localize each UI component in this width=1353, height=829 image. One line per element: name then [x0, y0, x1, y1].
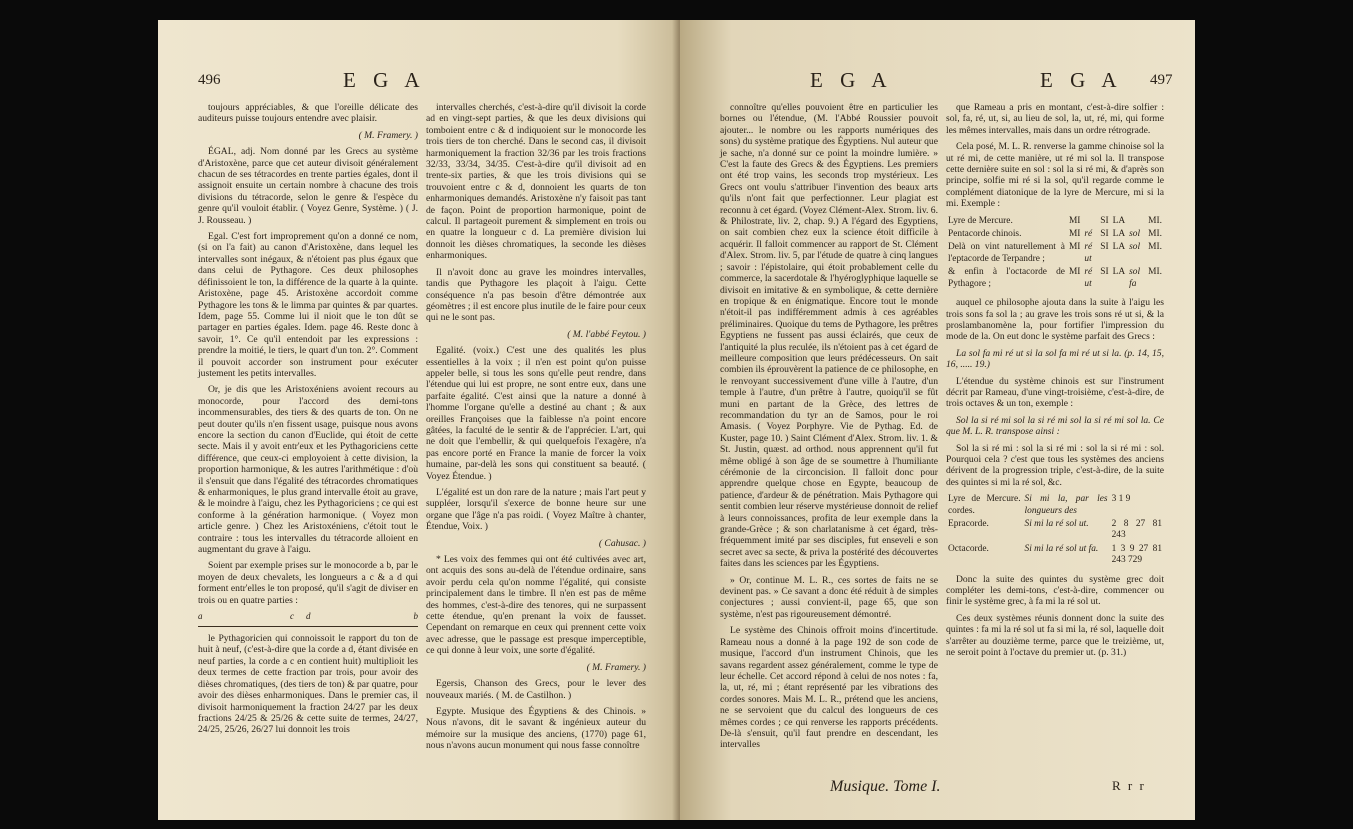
paragraph: Soient par exemple prises sur le monocorde a b, par le moyen de deux chevalets, les longueurs a c & a d qui forment entr'elles le ton proposé, qu'il s'agit de diviser en trois ou en quatre parties :	[198, 560, 418, 606]
signature-mark: R r r	[1112, 778, 1146, 793]
paragraph: Le système des Chinois offroit moins d'incertitude. Rameau nous a donné à la page 192 de son code de musique, l'accord d'un instrument Chinois, que les savans regardent assez généralement, comme le type de leur échelle. Cet accord répond à celui de nos notes : fa, la, ut, ré, mi ; étant représenté par les vibrations des cordes sonores. Mais M. L. R., prétend que les anciens, ne se servoient que du calcul des longueurs de ces mêmes cordes ; ce qui renverse les rapports précédents. De-là s'ensuit, qu'il faut prendre en descendant, les intervalles	[720, 625, 938, 751]
page-number-right: 497	[1150, 72, 1173, 88]
table-cell: SI	[1100, 229, 1109, 240]
table-cell: MI.	[1148, 267, 1162, 278]
entry-egypte: Egypte. Musique des Égyptiens & des Chinois. » Nous n'avons, dit le savant & ingénieux auteur du mémoire sur la musique des anciens, (1770) page 61, nous n'avons aucun monument qui nous fasse connoître	[426, 705, 646, 752]
paragraph: toujours appréciables, & que l'oreille délicate des auditeurs puisse toujours entendre avec plaisir.	[198, 102, 418, 125]
scale-line: Sol la si ré mi sol la si ré mi sol la si ré mi sol la. Ce que M. L. R. transpose ainsi :	[946, 414, 1164, 438]
paragraph: intervalles cherchés, c'est-à-dire qu'il divisoit la corde ad en vingt-sept parties, & que les deux divisions qui tomboient entre c & d indiquoient sur le monocorde les trois tiers de ton cherché. Dans le second cas, il divisoit harmoniquement la fraction 32/36 par les trois fractions 32/33, 33/34, 34/35. C'est-à-dire qu'il divisoit ad en trente-six parties, & que les trois divisions qui se trouvoient entre c & d, donnoient les quarts de ton enharmoniques demandés. Aristoxène n'y faisoit pas tant de façon. Point de proportion harmonique, point de calcul. Il partageoit purement & simplement en trois ou en quatre la longueur c d. La première division lui donnoit les dièses chromatiques, la seconde les dièses enharmoniques.	[426, 102, 646, 262]
table-cell: Si mi la ré sol ut fa.	[1024, 543, 1099, 554]
paragraph: Cela posé, M. L. R. renverse la gamme chinoise sol la ut ré mi, de cette manière, ut ré mi sol la. Il transpose cette dernière suite en sol : sol la si ré mi, & d'après son principe, solfie mi ré si la sol, qu'il regarde comme le complément diatonique de la lyre de Mercure, mi si la mi. Exemple :	[946, 141, 1164, 210]
table-cell: SI	[1100, 267, 1109, 278]
paragraph: L'égalité est un don rare de la nature ; mais l'art peut y suppléer, lorsqu'il s'exerce de bonne heure sur une organe que l'âge n'a pas roidi. ( Voyez Maître à chanter, Étendue, Voix. )	[426, 487, 646, 533]
table-cell: Lyre de Mercure. cordes.	[948, 494, 1021, 516]
table-cell: SI	[1100, 242, 1109, 253]
table-cell: sol	[1129, 242, 1141, 253]
entry-egal: ÉGAL, adj. Nom donné par les Grecs au système d'Aristoxène, parce que cet auteur divisoit généralement chacun de ses tétracordes en trente parties égales, dont il assignoit ensuite un certain nombre à chacune des trois divisions du tétracorde, selon le genre & l'espèce du genre qu'il vouloit établir. ( Voyez Genre, Système. ) ( J. J. Rousseau. )	[198, 146, 418, 226]
table-cell: LA	[1112, 267, 1126, 278]
table-cell: MI.	[1148, 229, 1162, 240]
table-cell: MI	[1068, 215, 1081, 226]
table-cell: Octacorde.	[948, 543, 989, 554]
footer-volume-title: Musique. Tome I.	[830, 778, 941, 795]
table-cell: ré	[1084, 229, 1093, 240]
table-cell: sol fa	[1129, 267, 1141, 289]
table-cell: sol	[1129, 229, 1141, 240]
table-cell: MI.	[1148, 242, 1162, 253]
page-number-left: 496	[198, 72, 221, 88]
attribution: ( Cahusac. )	[598, 537, 646, 549]
paragraph: auquel ce philosophe ajouta dans la suite à l'aigu les trois sons fa sol la ; au grave les trois sons ré ut si, & la proslambanomène la, pour fortifier l'impression du mode de la. On eut donc le système parfait des Grecs :	[946, 297, 1164, 343]
attribution: ( M. Framery. )	[586, 661, 646, 673]
paragraph: * Les voix des femmes qui ont été cultivées avec art, ont acquis des sons au-delà de l'étendue ordinaire, sans avoir perdu cela qu'on nomme l'égalité, qui consiste principalement dans le timbre. Il n'en est pas de même des hommes, c'est-à-dire des tenores, qui ne surpassent cette étendue, qu'en prenant la voix de fausset. Cependant on remarque en ceux qui prennent cette voix avec adresse, que le passage est presque imperceptible, ce qui donne à leur voix, une sorte d'égalité.	[426, 554, 646, 657]
left-column-2	[426, 102, 646, 757]
table-cell: LA	[1112, 215, 1126, 226]
right-column-2	[946, 102, 1164, 663]
monocord-figure	[198, 611, 418, 627]
paragraph: Sol la si ré mi : sol la si ré mi : sol la si ré mi : sol. Pourquoi cela ? c'est que tous les systèmes des anciens dérivent de la progression triple, c'est-à-dire, de la suite des quintes si mi la ré sol, &c.	[946, 442, 1164, 488]
table-row	[946, 518, 1164, 543]
lyre-table	[946, 215, 1164, 291]
cords-table	[946, 493, 1164, 567]
table-cell: LA	[1112, 242, 1126, 253]
table-cell: 3 1 9	[1111, 494, 1131, 505]
table-cell: 1 3 9 27 81 243 729	[1111, 543, 1162, 566]
table-cell: Epracorde.	[948, 519, 989, 529]
table-cell: Pentacorde chinois.	[948, 229, 1022, 240]
right-page	[680, 20, 1195, 820]
table-cell: MI	[1068, 229, 1081, 240]
paragraph: L'étendue du système chinois est sur l'instrument décrit par Rameau, d'une vingt-troisième, c'est-à-dire, de trois octaves & un ton, exemple :	[946, 375, 1164, 410]
table-cell: Si mi la ré sol ut.	[1024, 519, 1089, 529]
attribution: ( M. l'abbé Feytou. )	[567, 328, 646, 340]
table-row	[946, 266, 1164, 291]
table-cell: & enfin à l'octacorde de Pythagore ;	[948, 267, 1065, 289]
table-cell: 2 8 27 81 243	[1111, 519, 1162, 541]
paragraph: Or, je dis que les Aristoxéniens avoient recours au monocorde, pour l'accord des demi-tons incommensurables, des tiers & des quarts de ton. On ne peut douter qu'ils n'en fissent usage, puisque nous avons encore la section du canon d'Euclide, qui étoit de cette secte. Mais il y avoit entr'eux et les Pythagoriciens cette différence, que ceux-ci employoient à cette division, la proportion harmonique, & les autres l'arithmétique : d'où il s'ensuit que dans l'égalité des tétracordes chromatiques & enharmoniques, le plus grand intervalle étoit au grave, & le moindre à l'aigu, chez les Pythagoriciens ; ce qui est conforme à la génération harmonique. ( Voyez mon article genre. ) Chez les Aristoxéniens, c'étoit tout le contraire : tous les intervalles du tétracorde alloient en augmentant du grave à l'aigu.	[198, 384, 418, 556]
table-row	[946, 543, 1164, 568]
paragraph: connoître qu'elles pouvoient être en particulier les bornes ou l'étendue, (M. l'Abbé Roussier pouvoit ajouter... le nombre ou les rapports numériques des sons) du système pratique des Égyptiens. Nul auteur que je sache, n'a donné sur ce point la moindre lumière. » C'est la faute des Grecs & des Égyptiens. Les premiers ont été trop vains, les seconds trop mystérieux. Les Grecs ont voulu s'attribuer l'invention des beaux arts qu'ils n'ont fait que perfectionner. Leur plagiat est reconnu à cet égard. (Voyez Clément-Alex. Strom. liv. 6. & Philostrate, liv. 2, chap. 9.) A l'égard des Egyptiens, on sait combien chez eux la science étoit difficile à acquérir. Il falloit commencer au rapport de St. Clément d'Alex. Strom. liv. 5, par l'étude de quatre à cinq langues ; savoir : l'épistolaire, qui étoit probablement celle du commerce, la sacerdotale & l'hyéroglyphique laquelle se divisoit en imitative & en symbolique, & cette dernière en tropique & en énigmatique. Encore tout le monde n'étoit-il pas indifféremment admis à ces agréables préliminaires. Quoique du tems de Pythagore, les prêtres Egyptiens ne fussent pas aussi éclairés, que ceux de l'antiquité la plus reculée, ils n'étoient pas à cet égard de meilleure composition que leurs prédécesseurs. On sait combien ils éprouvèrent la patience de ce philosophe, en le renvoyant successivement d'une ville à l'autre, d'un temple à l'autre, d'un prêtre à l'autre, quoiqu'il se fût muni en partant de la Grèce, des lettres de recommandation du tyr an de Samos, pour le roi Amasis. ( Voyez Porphyre. Vie de Pythag. Ed. de Kuster, page 10. ) Saint Clément d'Alex. Strom. liv. 1. & St. Justin, quæst. ad orthod. nous apprennent qu'il fut même obligé à son âge de se soumettre à l'humiliante cérémonie de la circoncision. Il falloit donc pour apprendre quelque chose en Egypte, beaucoup de patience, d'ardeur & de pénétration. Mais Pythagore qui sentit combien leur réserve mystérieuse donnoit de relief à leurs connoissances, profita de leur exemple dans la grande-Grèce ; & son charlatanisme à cet égard, très-fréquemment imité par ses disciples, fut enseveli e son secret avec sa secte, & priva la postérité des découvertes faites dans les sciences par les Égyptiens.	[720, 102, 938, 570]
table-cell: Delà on vint naturellement à l'eptacorde de Terpandre ;	[948, 242, 1065, 264]
paragraph: le Pythagoricien qui connoissoit le rapport du ton de huit à neuf, (c'est-à-dire que la corde a d, étant divisée en neuf parties, la corde a c en contient huit) multiplioit les deux termes de cette fraction par trois, pour avoir des dièses chromatiques, (des tiers de ton) & par quatre, pour avoir des dièses enharmoniques. Dans le premier cas, il divisoit harmoniquement la fraction 24/27 par les deux fractions 24/25 & 25/26 & cette suite de termes, 24/27, 24/25, 25/26, 26/27 lui donnoit les trois	[198, 633, 418, 736]
table-row	[946, 493, 1164, 518]
paragraph: Donc la suite des quintes du système grec doit compléter les demi-tons, c'est-à-dire, commencer ou finir le système grec, à fa mi la ré sol ut.	[946, 573, 1164, 608]
table-cell: MI	[1068, 242, 1081, 253]
paragraph: que Rameau a pris en montant, c'est-à-dire solfier : sol, fa, ré, ut, si, au lieu de sol, la, ut, ré, mi, qui forme les mêmes intervalles, mais dans un ordre rétrograde.	[946, 102, 1164, 136]
figure-label-c: c	[290, 611, 294, 622]
running-header-right-2: E G A	[1040, 68, 1123, 92]
table-cell	[1127, 215, 1146, 228]
table-row	[946, 241, 1164, 266]
scale-line: La sol fa mi ré ut si la sol fa mi ré ut si la. (p. 14, 15, 16, ..... 19.)	[946, 347, 1164, 371]
attribution: ( M. Framery. )	[358, 129, 418, 141]
figure-label-a: a	[198, 611, 203, 622]
table-row	[946, 228, 1164, 241]
running-header-left: E G A	[343, 68, 426, 92]
table-cell: MI.	[1148, 215, 1162, 226]
paragraph: » Or, continue M. L. R., ces sortes de faits ne se devinent pas. » Ce savant a donc été réduit à de simples conjectures ; aussi convient-il, page 65, que son système, n'est pas rigoureusement démontré.	[720, 574, 938, 620]
table-cell: Si mi la, par les longueurs des	[1024, 494, 1108, 516]
table-cell	[1082, 215, 1098, 228]
table-cell: ré ut	[1084, 242, 1093, 264]
table-cell: SI	[1100, 215, 1109, 226]
table-cell: LA	[1112, 229, 1126, 240]
paragraph: Il n'avoit donc au grave les moindres intervalles, tandis que Pythagore les plaçoit à l'aigu. Cette conséquence n'a pas besoin d'être démontrée aux géomètres ; il est encore plus inutile de le faire pour ceux qui ne le sont pas.	[426, 266, 646, 324]
figure-label-d: d	[306, 611, 311, 622]
entry-egalite: Egalité. (voix.) C'est une des qualités les plus essentielles à la voix ; il n'en est point qu'on puisse appeler belle, si tous les sons qu'elle peut rendre, dans l'étendue qui lui est propre, ne sont entre eux, dans une parfaite égalité. C'est ainsi que la nature a donné à l'homme l'organe qu'elle a destiné au chant ; & aux oreilles Françoises que la faiblesse n'a point encore gâtées, la faculté de le sentir & de l'apprécier. L'art, qui ne doit que l'embellir, & qui quelquefois l'exagère, n'a pas encore porté en France la manie de forcer la voix humaine, par-delà les sons qui constituent sa beauté. ( Voyez Étendue. )	[426, 345, 646, 482]
table-cell: MI	[1068, 267, 1081, 278]
left-column-1	[198, 102, 418, 741]
running-header-right-1: E G A	[810, 68, 893, 92]
paragraph: Egal. C'est fort improprement qu'on a donné ce nom, (si on l'a fait) au canon d'Aristoxène, dans lequel les intervalles sont inégaux, & n'étoient pas plus égaux que dans celui de Pythagore. Ces deux philosophes définissoient le ton, la différence de la quarte à la quinte. Aristoxène, page 45. Aristoxène accordoit comme Pythagore les tons & le limma par quintes & par quartes. Idem, page 55. Comme lui il nioit que le ton dût se partager en parties égales. Idem. page 46. Reste donc à savoir, 1°. Ce qu'il entendoit par les expressions : prendre la moitié, le tiers, le quart d'un ton. 2°. Comment il pouvoit accorder son instrument pour exécuter justement les petits intervalles.	[198, 231, 418, 379]
left-page	[158, 20, 680, 820]
table-cell: Lyre de Mercure.	[948, 215, 1013, 226]
entry-egersis: Egersis, Chanson des Grecs, pour le lever des nouveaux mariés. ( M. de Castilhon. )	[426, 678, 646, 701]
right-column-1	[720, 102, 938, 756]
paragraph: Ces deux systèmes réunis donnent donc la suite des quintes : fa mi la ré sol ut fa si mi la, ré sol, laquelle doit s'arrêter au douzième terme, parce que le treizième, ut, ne seroit point à l'octave du premier ut. (p. 31.)	[946, 612, 1164, 659]
table-row	[946, 215, 1164, 228]
figure-label-b: b	[413, 611, 418, 622]
table-cell: ré ut	[1084, 267, 1093, 289]
